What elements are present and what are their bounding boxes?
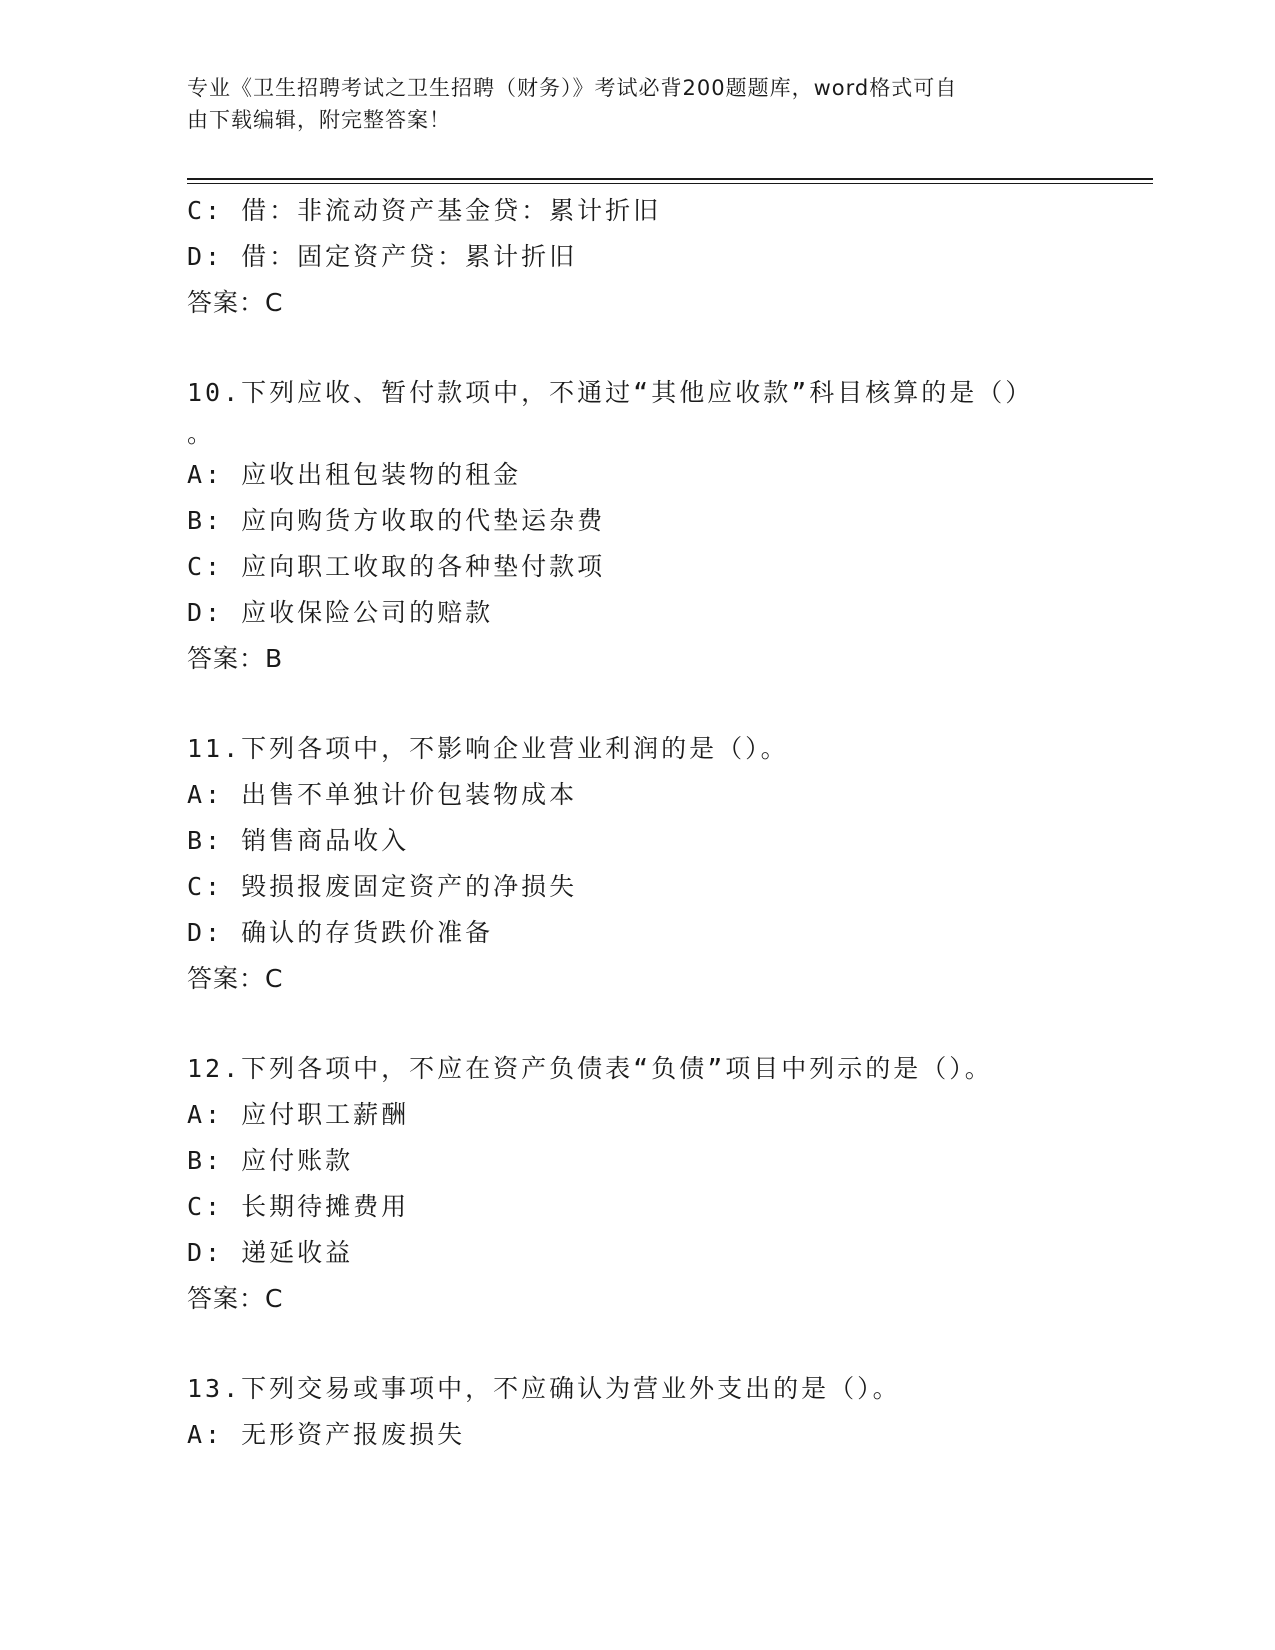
option-c: C: 借：非流动资产基金贷：累计折旧	[187, 196, 662, 225]
question-stem: 12.下列各项中，不应在资产负债表“负债”项目中列示的是（）。	[187, 1054, 993, 1083]
option-d: D: 递延收益	[187, 1238, 354, 1267]
option-d: D: 应收保险公司的赔款	[187, 598, 494, 627]
option-a: A: 应收出租包装物的租金	[187, 460, 522, 489]
option-a: A: 无形资产报废损失	[187, 1420, 466, 1449]
question-stem: 11.下列各项中，不影响企业营业利润的是（）。	[187, 734, 789, 763]
header-line-1: 专业《卫生招聘考试之卫生招聘（财务）》考试必背200题题库，word格式可自	[187, 76, 958, 100]
question-11	[187, 726, 1087, 1002]
option-c: C: 毁损报废固定资产的净损失	[187, 872, 578, 901]
option-b: B: 应向购货方收取的代垫运杂费	[187, 506, 606, 535]
document-header	[187, 72, 1067, 136]
option-c: C: 长期待摊费用	[187, 1192, 410, 1221]
question-13	[187, 1366, 1087, 1458]
header-divider-thick	[187, 178, 1153, 180]
question-list	[187, 188, 1087, 1458]
answer: 答案：C	[187, 964, 284, 993]
answer: 答案：C	[187, 288, 284, 317]
question-stem: 13.下列交易或事项中，不应确认为营业外支出的是（）。	[187, 1374, 901, 1403]
question-stem: 10.下列应收、暂付款项中，不通过“其他应收款”科目核算的是（）	[187, 378, 1034, 407]
header-divider-thin	[187, 183, 1153, 184]
answer: 答案：B	[187, 644, 284, 673]
question-12	[187, 1046, 1087, 1322]
question-stem-continued: 。	[187, 419, 216, 448]
answer: 答案：C	[187, 1284, 284, 1313]
option-a: A: 出售不单独计价包装物成本	[187, 780, 578, 809]
header-line-2: 由下载编辑，附完整答案！	[187, 108, 451, 132]
option-a: A: 应付职工薪酬	[187, 1100, 410, 1129]
question-9-tail	[187, 188, 1087, 326]
option-d: D: 确认的存货跌价准备	[187, 918, 494, 947]
option-d: D: 借：固定资产贷：累计折旧	[187, 242, 578, 271]
option-b: B: 销售商品收入	[187, 826, 410, 855]
option-b: B: 应付账款	[187, 1146, 354, 1175]
option-c: C: 应向职工收取的各种垫付款项	[187, 552, 606, 581]
question-10	[187, 370, 1087, 682]
